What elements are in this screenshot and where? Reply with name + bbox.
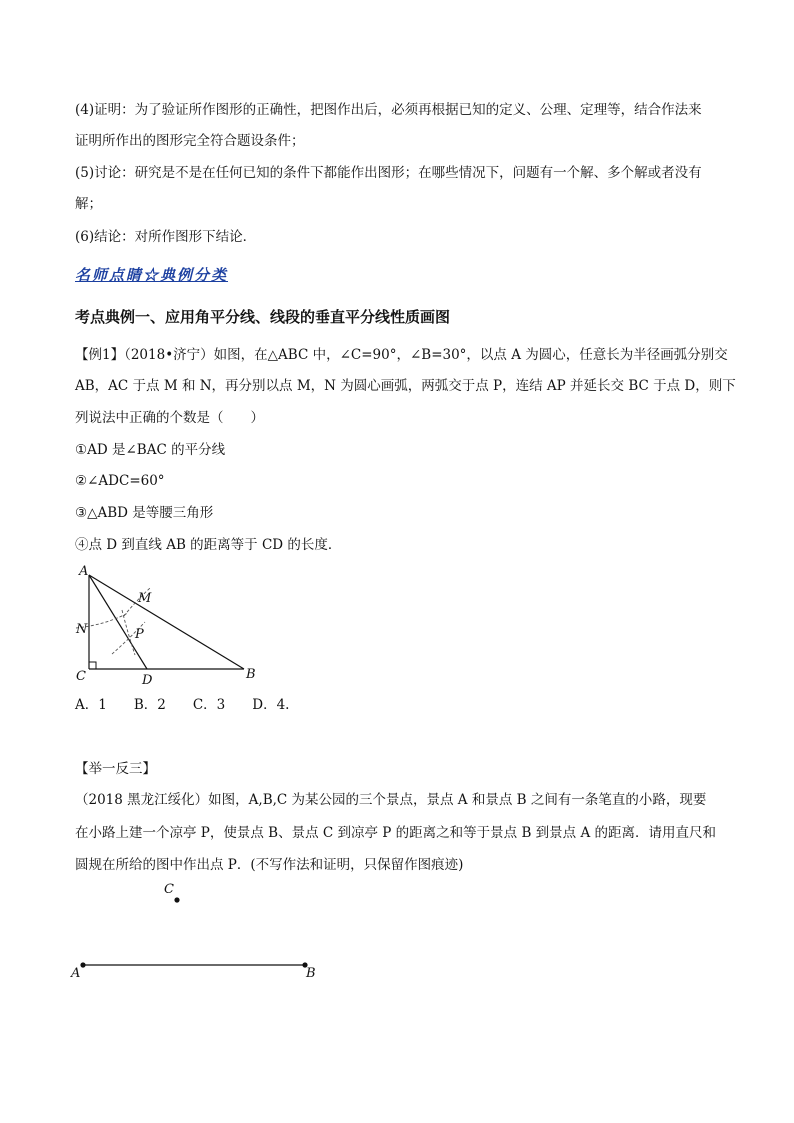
bisector-ad — [89, 575, 147, 669]
point-c — [174, 897, 179, 902]
example-line-3: 列说法中正确的个数是（ ） — [75, 410, 264, 426]
intro-line-3: (5)讨论：研究是不是在任何已知的条件下都能作出图形；在哪些情况下，问题有一个解、多个解或者没有 — [75, 165, 702, 181]
label-a: A — [79, 564, 89, 579]
practice-line-1: （2018 黑龙江绥化）如图，A,B,C 为某公园的三个景点，景点 A 和景点 B 之间有一条笔直的小路，现要 — [75, 792, 707, 808]
label-m: M — [138, 591, 152, 606]
label-a2: A — [71, 966, 81, 981]
statement-1: ①AD 是∠BAC 的平分线 — [75, 442, 226, 458]
answer-choices: A．1 B．2 C．3 D．4. — [75, 697, 290, 713]
section-title: 名师点睛☆典例分类 — [75, 266, 229, 284]
statement-2: ②∠ADC=60° — [75, 473, 165, 489]
triangle-figure — [70, 560, 270, 690]
label-b2: B — [306, 966, 316, 981]
intro-line-1: (4)证明：为了验证所作图形的正确性，把图作出后，必须再根据已知的定义、公理、定理等，结合作法来 — [75, 102, 702, 118]
label-n: N — [76, 622, 88, 637]
side-ab — [89, 575, 244, 669]
practice-line-2: 在小路上建一个凉亭 P，使景点 B、景点 C 到凉亭 P 的距离之和等于景点 B 到景点 A 的距离．请用直尺和 — [75, 825, 716, 841]
park-figure — [65, 875, 325, 985]
example-line-1: 【例1】（2018•济宁）如图，在△ABC 中，∠C=90°，∠B=30°，以点 A 为圆心，任意长为半径画弧分别交 — [75, 347, 728, 363]
statement-3: ③△ABD 是等腰三角形 — [75, 505, 214, 521]
statement-4: ④点 D 到直线 AB 的距离等于 CD 的长度． — [75, 537, 342, 553]
label-b: B — [246, 667, 256, 682]
intro-line-5: (6)结论：对所作图形下结论． — [75, 229, 257, 245]
practice-title: 【举一反三】 — [75, 761, 156, 777]
example-heading: 考点典例一、应用角平分线、线段的垂直平分线性质画图 — [75, 308, 451, 326]
example-line-2: AB，AC 于点 M 和 N，再分别以点 M，N 为圆心画弧，两弧交于点 P，连结 AP 并延长交 BC 于点 D，则下 — [75, 378, 736, 394]
label-p: P — [135, 627, 144, 642]
practice-line-3: 圆规在所给的图中作出点 P．(不写作法和证明，只保留作图痕迹) — [75, 857, 464, 873]
label-c: C — [76, 669, 86, 684]
intro-line-2: 证明所作出的图形完全符合题设条件； — [75, 133, 305, 149]
right-angle-mark — [89, 662, 96, 669]
point-a — [80, 962, 85, 967]
label-d: D — [142, 673, 153, 688]
label-c2: C — [164, 882, 174, 897]
intro-line-4: 解； — [75, 196, 102, 212]
